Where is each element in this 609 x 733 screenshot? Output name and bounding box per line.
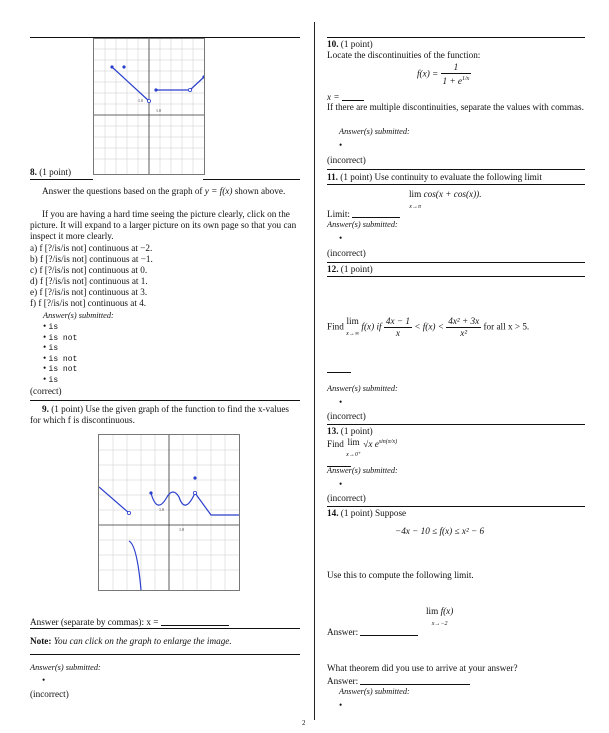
problem-10-header bbox=[327, 39, 373, 50]
problem-10-formula bbox=[417, 62, 471, 87]
problem-10-answer-bullet: • bbox=[339, 140, 343, 150]
item-text: f [?/is/is not] continuous at 0. bbox=[39, 265, 148, 275]
fraction-num: 4x − 1 bbox=[385, 316, 410, 326]
lim-word: lim bbox=[426, 606, 439, 616]
rule-p12-end bbox=[327, 424, 585, 425]
answer-item: • is bbox=[43, 321, 59, 332]
lim-sub: x→−2 bbox=[431, 621, 448, 627]
note-label: Note: bbox=[30, 636, 52, 646]
answer-item: • is not bbox=[43, 363, 78, 375]
problem-14-submitted-label: Answer(s) submitted: bbox=[339, 687, 410, 696]
lim-fx: f(x) bbox=[440, 606, 454, 616]
problem-13-formula bbox=[327, 437, 397, 459]
answer-item: • is not bbox=[43, 352, 78, 364]
find-word: Find bbox=[327, 439, 344, 450]
problem-9-prompt-text: Use the given graph of the function to find the x-values for which f is discontinuous. bbox=[30, 404, 289, 425]
problem-8-item-b[interactable] bbox=[30, 254, 153, 265]
problem-10-points: (1 point) bbox=[340, 39, 373, 49]
lim-sub: x→π bbox=[409, 204, 421, 210]
problem-8-graph-ylabel: 1.0 bbox=[138, 98, 143, 103]
fraction-den: x² bbox=[460, 328, 468, 338]
problem-8-graph-svg bbox=[94, 39, 204, 174]
problem-11-points: (1 point) bbox=[340, 172, 373, 182]
problem-9-graph-ylabel: 1.0 bbox=[159, 507, 164, 512]
problem-8-prompt-fn: y = f(x) bbox=[204, 186, 233, 196]
rule-p11-header bbox=[327, 184, 585, 185]
rule-top-right bbox=[327, 37, 585, 38]
limit-expr: √x e bbox=[363, 439, 379, 450]
problem-9-submitted-label: Answer(s) submitted: bbox=[30, 663, 101, 672]
problem-14-inequality: −4x − 10 ≤ f(x) ≤ x² − 6 bbox=[395, 526, 485, 536]
problem-11-submitted-label: Answer(s) submitted: bbox=[327, 220, 398, 229]
problem-9-answer-label: Answer (separate by commas): x = bbox=[30, 617, 159, 627]
answer-value: is bbox=[48, 375, 59, 385]
problem-11-answer-label: Limit: bbox=[327, 209, 350, 219]
problem-9-prompt bbox=[30, 404, 300, 426]
formula-fx: f(x) = bbox=[417, 68, 439, 79]
rule-p8-right bbox=[203, 179, 300, 180]
formula-fraction bbox=[441, 62, 472, 87]
page-number: 2 bbox=[302, 719, 306, 727]
problem-14-header bbox=[327, 508, 406, 519]
problem-9-answer-bullet: • bbox=[42, 675, 46, 685]
problem-14-limit bbox=[426, 606, 453, 628]
rule-p11-end bbox=[327, 262, 585, 263]
problem-8-prompt bbox=[30, 186, 300, 197]
problem-13-header bbox=[327, 426, 373, 437]
answer-item: • is bbox=[43, 373, 59, 385]
inequality-mid: < f(x) < bbox=[414, 321, 444, 332]
problem-8-item-e[interactable] bbox=[30, 287, 153, 298]
problem-14-answer-row bbox=[327, 626, 418, 638]
problem-8-graph[interactable] bbox=[93, 38, 205, 175]
problem-10-answer-input[interactable] bbox=[342, 91, 364, 101]
rule-p12-header bbox=[327, 276, 585, 277]
problem-8-item-f[interactable] bbox=[30, 298, 153, 309]
problem-8-graph-xlabel: 1.0 bbox=[156, 108, 161, 113]
item-label: e) bbox=[30, 287, 40, 297]
problem-11-status: (incorrect) bbox=[327, 248, 366, 258]
item-text: f [?/is/is not] continuous at 4. bbox=[38, 298, 147, 308]
problem-13-points: (1 point) bbox=[340, 426, 373, 436]
answer-item: • is bbox=[43, 342, 59, 354]
problem-8-status: (correct) bbox=[30, 386, 62, 396]
answer-value: is bbox=[48, 323, 59, 332]
problem-12-submitted-label: Answer(s) submitted: bbox=[327, 384, 398, 393]
problem-14-answer-input[interactable] bbox=[360, 626, 418, 636]
problem-9-graph-xlabel: 1.0 bbox=[179, 527, 184, 532]
problem-14-number: 14. bbox=[327, 508, 339, 518]
rule-p13-end bbox=[327, 506, 585, 507]
item-label: b) bbox=[30, 254, 40, 264]
problem-9-note bbox=[30, 636, 232, 647]
limit-exp: sin(π/x) bbox=[378, 439, 398, 445]
problem-13-submitted-label: Answer(s) submitted: bbox=[327, 466, 398, 475]
problem-8-item-a[interactable] bbox=[30, 243, 153, 254]
problem-8-number: 8. bbox=[30, 167, 37, 177]
problem-10-status: (incorrect) bbox=[327, 155, 366, 165]
lim-sub: x→0⁺ bbox=[346, 452, 361, 458]
limit-fx: f(x) if bbox=[361, 321, 382, 332]
problem-9-points: (1 point) bbox=[51, 404, 84, 414]
fraction-num: 1 bbox=[441, 62, 472, 74]
problem-10-prompt: Locate the discontinuities of the function: bbox=[327, 50, 481, 60]
find-word: Find bbox=[327, 321, 344, 332]
problem-9-graph[interactable] bbox=[98, 434, 240, 591]
lim-sub: x→∞ bbox=[346, 331, 360, 337]
problem-8-item-d[interactable] bbox=[30, 276, 153, 287]
limit-op bbox=[346, 437, 361, 459]
rule-p10-end bbox=[327, 169, 585, 170]
item-text: f [?/is/is not] continuous at −2. bbox=[39, 243, 153, 253]
lim-word: lim bbox=[409, 189, 422, 199]
lim-word: lim bbox=[346, 316, 359, 326]
fraction-1 bbox=[384, 316, 412, 339]
problem-11-header bbox=[327, 172, 542, 183]
item-text: f [?/is/is not] continuous at 1. bbox=[39, 276, 148, 286]
problem-11-answer-bullet: • bbox=[339, 233, 343, 243]
problem-12-status: (incorrect) bbox=[327, 411, 366, 421]
problem-8-item-c[interactable] bbox=[30, 265, 153, 276]
limit-op bbox=[409, 189, 421, 211]
problem-14-answer-label: Answer: bbox=[327, 627, 359, 637]
problem-12-points: (1 point) bbox=[340, 264, 373, 274]
problem-11-formula bbox=[409, 189, 482, 211]
rule-p8-end bbox=[30, 400, 300, 401]
den-exp: 1/x bbox=[462, 76, 470, 82]
problem-8-answers bbox=[43, 322, 77, 386]
problem-8-submitted-label: Answer(s) submitted: bbox=[43, 311, 114, 320]
problem-13-number: 13. bbox=[327, 426, 339, 436]
problem-8-header bbox=[30, 167, 71, 178]
problem-12-header bbox=[327, 264, 373, 275]
problem-11-number: 11. bbox=[327, 172, 338, 182]
problem-14-theorem-question: What theorem did you use to arrive at your answer? bbox=[327, 663, 518, 673]
item-label: f) bbox=[30, 298, 39, 308]
problem-14-suppose: Suppose bbox=[374, 508, 407, 518]
problem-14-theorem-input[interactable] bbox=[360, 675, 470, 685]
problem-12-formula bbox=[327, 316, 529, 339]
limit-op bbox=[346, 316, 359, 338]
item-label: a) bbox=[30, 243, 40, 253]
fraction-2 bbox=[446, 316, 481, 339]
problem-10-instructions: If there are multiple discontinuities, separate the values with commas. bbox=[327, 102, 584, 112]
problem-9-graph-svg bbox=[99, 435, 239, 590]
problem-8-prompt-end: shown above. bbox=[232, 186, 286, 196]
problem-10-number: 10. bbox=[327, 39, 339, 49]
problem-11-prompt: Use continuity to evaluate the following limit bbox=[374, 172, 542, 182]
problem-13-answer-bullet: • bbox=[339, 479, 343, 489]
answer-item: • is not bbox=[43, 331, 78, 343]
fraction-num: 4x² + 3x bbox=[448, 316, 480, 326]
rule-p9-note-top bbox=[30, 628, 300, 629]
limit-expr: cos(x + cos(x)). bbox=[423, 189, 482, 199]
answer-value: is not bbox=[48, 333, 78, 343]
problem-13-status: (incorrect) bbox=[327, 493, 366, 503]
formula-tail: for all x > 5. bbox=[483, 321, 530, 332]
item-label: d) bbox=[30, 276, 40, 286]
problem-14-use: Use this to compute the following limit. bbox=[327, 570, 474, 580]
problem-12-answer-input[interactable] bbox=[327, 370, 351, 373]
problem-10-answer-label: x = bbox=[327, 92, 340, 102]
problem-8-help: If you are having a hard time seeing the picture clearly, click on the picture. It will expand to a larger picture on its own page so that you can inspect it more clearly. bbox=[30, 209, 297, 241]
problem-9-status: (incorrect) bbox=[30, 689, 69, 699]
item-label: c) bbox=[30, 265, 40, 275]
problem-8-items bbox=[30, 243, 153, 309]
problem-12-answer-bullet: • bbox=[339, 397, 343, 407]
answer-value: is bbox=[48, 344, 59, 354]
problem-12-number: 12. bbox=[327, 264, 339, 274]
lim-word: lim bbox=[347, 437, 360, 447]
answer-value: is not bbox=[48, 365, 78, 375]
rule-p8-left bbox=[30, 179, 93, 180]
problem-9-answer-row bbox=[30, 616, 229, 628]
problem-8-prompt-start: Answer the questions based on the graph of bbox=[42, 186, 205, 196]
problem-8-points: (1 point) bbox=[39, 167, 72, 177]
column-divider bbox=[314, 22, 315, 720]
problem-9-number: 9. bbox=[42, 404, 49, 414]
problem-10-submitted-label: Answer(s) submitted: bbox=[339, 127, 410, 136]
note-text: You can click on the graph to enlarge the image. bbox=[53, 636, 232, 646]
den-base: 1 + e bbox=[442, 76, 463, 87]
problem-14-points: (1 point) bbox=[340, 508, 373, 518]
rule-p9-note-bottom bbox=[30, 654, 300, 655]
item-text: f [?/is/is not] continuous at 3. bbox=[39, 287, 148, 297]
answer-value: is not bbox=[48, 354, 78, 364]
problem-11-answer-input[interactable] bbox=[352, 208, 400, 218]
problem-9-answer-input[interactable] bbox=[161, 616, 229, 626]
problem-12-answer-input-wrap bbox=[327, 364, 351, 375]
fraction-den bbox=[441, 74, 472, 87]
fraction-den: x bbox=[395, 328, 400, 338]
item-text: f [?/is/is not] continuous at −1. bbox=[39, 254, 153, 264]
problem-14-answer2-label: Answer: bbox=[327, 676, 359, 686]
problem-14-answer-bullet: • bbox=[339, 700, 343, 710]
